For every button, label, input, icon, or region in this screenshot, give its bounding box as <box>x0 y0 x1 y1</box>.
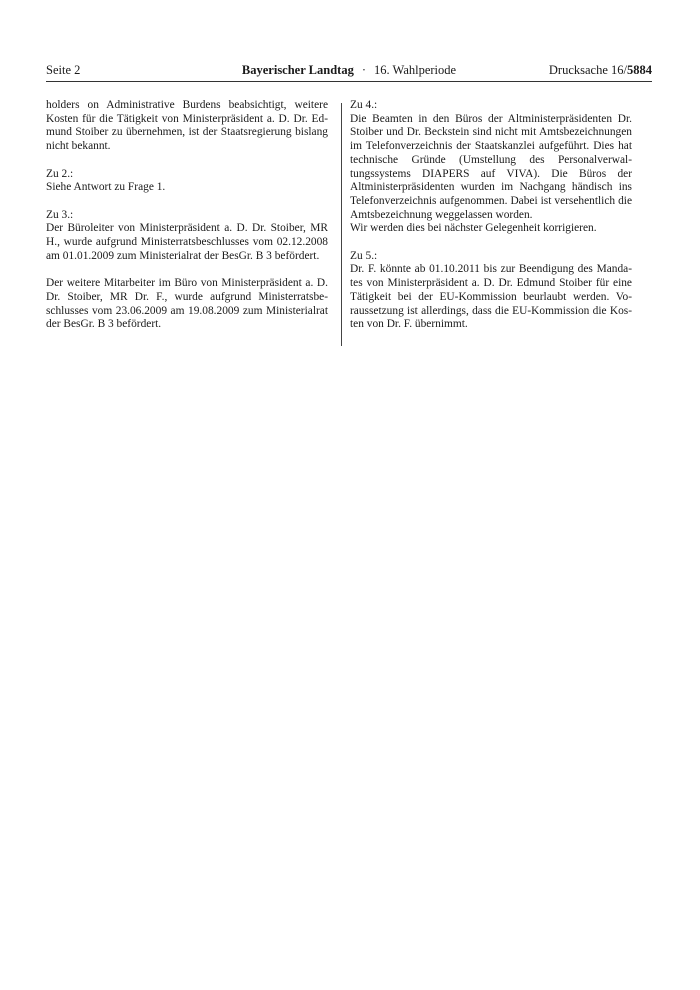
document-number: 5884 <box>627 63 652 77</box>
paragraph-continuation <box>46 99 328 154</box>
header-rule <box>46 81 652 82</box>
answer-heading: Zu 5.: <box>350 249 378 262</box>
paragraph-text: Siehe Antwort zu Frage 1. <box>46 181 166 194</box>
paragraph-answer-4 <box>350 99 632 236</box>
document-prefix: Drucksache 16/ <box>548 63 627 77</box>
right-column <box>350 99 632 346</box>
parliament-name: Bayerischer Landtag <box>241 63 354 77</box>
paragraph-answer-2 <box>46 168 328 195</box>
column-divider <box>341 103 342 346</box>
paragraph-text-extra: Wir werden dies bei nächster Gelegenheit korrigieren. <box>350 222 597 235</box>
document-reference <box>549 62 652 78</box>
header-separator: · <box>361 63 366 77</box>
left-column <box>46 99 328 346</box>
page-number: Seite 2 <box>46 63 81 77</box>
paragraph-answer-3-continued <box>46 277 328 332</box>
paragraph-text: Die Beamten in den Büros der Altministerpräsidenten Dr. Stoiber und Dr. Beckstein sind nicht mit Amtsbezeichnungen im Telefonverzeichnis der Staatskanzlei aufgeführt. Dies hat technische Gründe (Umstellung des Personalverwaltungssystems DIAPERS auf VIVA). Die Büros der Altministerpräsidenten wurden im Nachgang händisch ins Telefonverzeichnis aufgenommen. Dabei ist versehentlich die Amtsbezeichnung weggelassen worden. <box>350 112 632 221</box>
paragraph-text: Der Büroleiter von Ministerpräsident a. D. Dr. Stoiber, MR H., wurde aufgrund Ministerratsbeschlusses vom 02.12.2008 am 01.01.2009 zum Ministerialrat der BesGr. B 3 befördert. <box>46 222 328 262</box>
paragraph-answer-5 <box>350 250 632 332</box>
answer-heading: Zu 4.: <box>350 99 378 111</box>
page-header <box>46 62 652 78</box>
paragraph-text: holders on Administrative Burdens beabsichtigt, weitere Kosten für die Tätigkeit von Ministerpräsident a. D. Dr. Edmund Stoiber zu übernehmen, ist der Staatsregierung bislang nicht bekannt. <box>46 99 328 153</box>
answer-heading: Zu 3.: <box>46 208 74 221</box>
answer-heading: Zu 2.: <box>46 167 74 180</box>
electoral-period: 16. Wahlperiode <box>374 63 457 77</box>
paragraph-text: Der weitere Mitarbeiter im Büro von Ministerpräsident a. D. Dr. Stoiber, MR Dr. F., wurde aufgrund Ministerratsbeschlusses vom 23.06.2009 am 19.08.2009 zum Ministerialrat der BesGr. B 3 befördert. <box>46 277 328 331</box>
paragraph-answer-3 <box>46 209 328 264</box>
paragraph-text: Dr. F. könnte ab 01.10.2011 bis zur Beendigung des Mandates von Ministerpräsident a. D. Dr. Edmund Stoiber für eine Tätigkeit bei der EU-Kommission beurlaubt werden. Voraussetzung ist allerdings, dass die EU-Kommission die Kosten von Dr. F. übernimmt. <box>350 263 632 331</box>
